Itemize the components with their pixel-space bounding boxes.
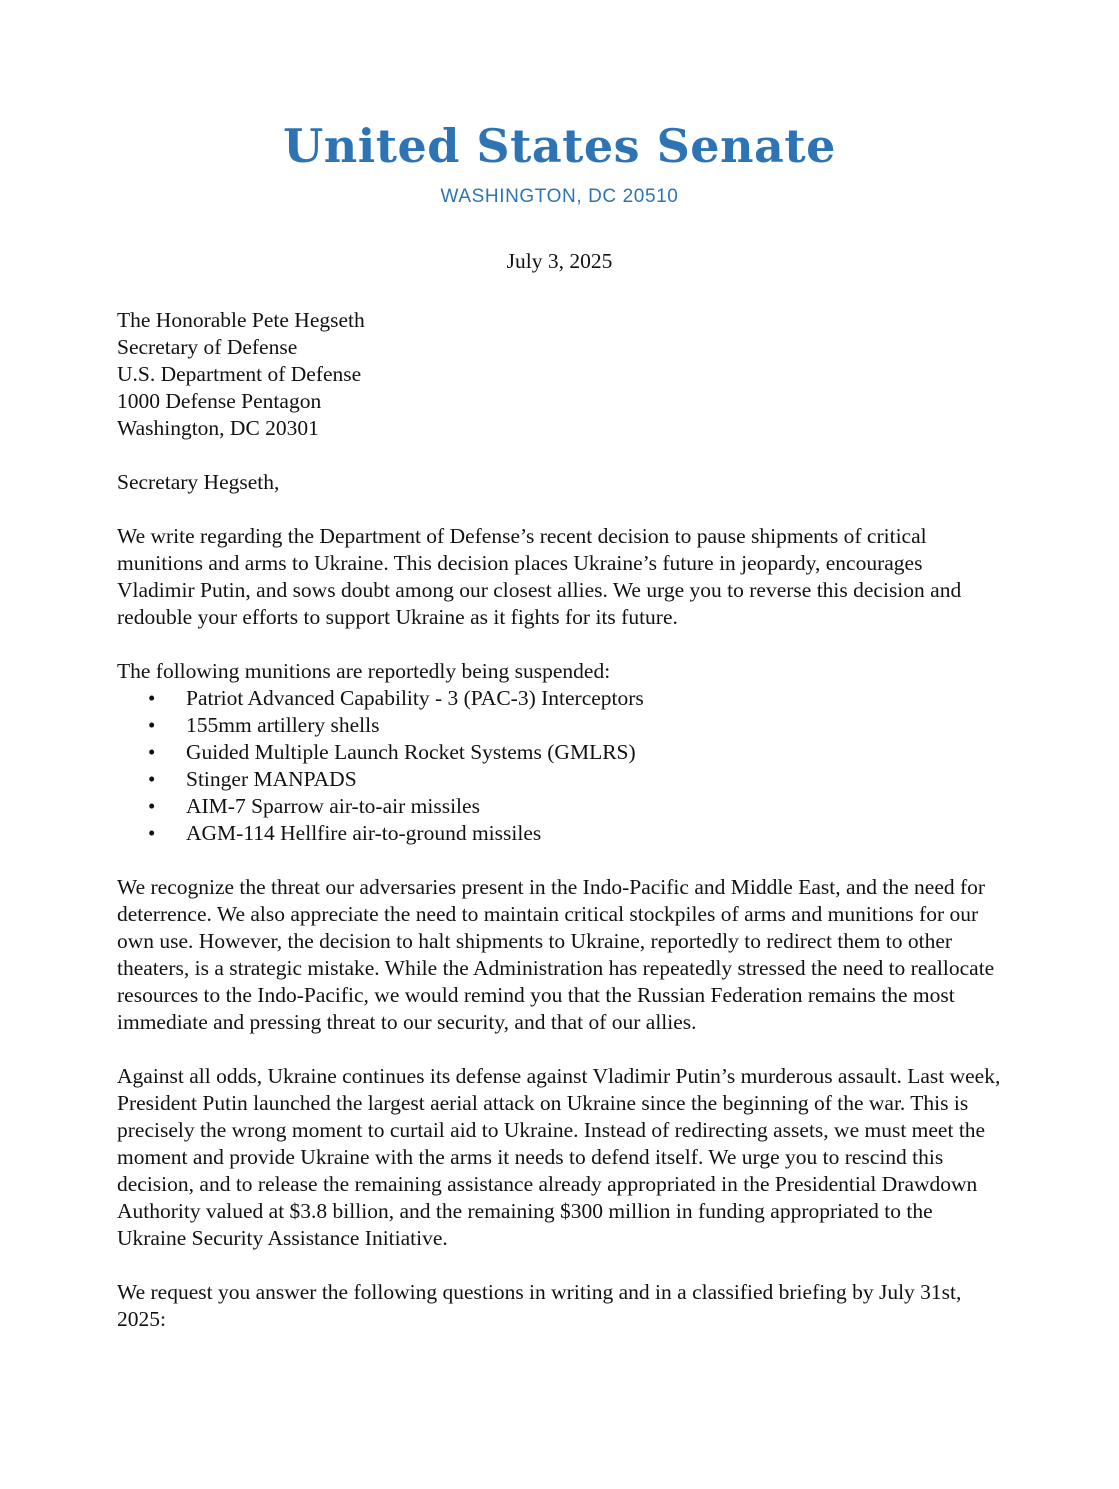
list-item (117, 793, 1002, 820)
bullet-icon (148, 793, 186, 820)
list-item-text: AIM-7 Sparrow air-to-air missiles (186, 794, 480, 819)
list-item-text: Patriot Advanced Capability - 3 (PAC-3) Interceptors (186, 686, 644, 711)
date-line: July 3, 2025 (506, 249, 613, 274)
recipient-organization: U.S. Department of Defense (117, 362, 362, 387)
recipient-name: The Honorable Pete Hegseth (117, 308, 365, 333)
letterhead (117, 119, 1002, 210)
list-item (117, 739, 1002, 766)
munitions-list (117, 685, 1002, 847)
list-item-text: AGM-114 Hellfire air-to-ground missiles (186, 821, 542, 846)
bullet-icon (148, 820, 186, 847)
bullet-icon (148, 712, 186, 739)
munitions-section (117, 658, 1002, 847)
recipient-title: Secretary of Defense (117, 335, 298, 360)
body-paragraph-2: We recognize the threat our adversaries present in the Indo-Pacific and Middle East, and the need for deterrence. We also appreciate the need to maintain critical stockpiles of arms and munitions for our own use. However, the decision to halt shipments to Ukraine, reportedly to redirect them to other theaters, is a strategic mistake. While the Administration has repeatedly stressed the need to reallocate resources to the Indo-Pacific, we would remind you that the Russian Federation remains the most immediate and pressing threat to our security, and that of our allies. (117, 875, 995, 1035)
list-item (117, 820, 1002, 847)
letterhead-title: United States Senate (283, 119, 836, 173)
recipient-address-block (117, 307, 1002, 442)
bullet-icon (148, 685, 186, 712)
list-item-text: Guided Multiple Launch Rocket Systems (GMLRS) (186, 740, 636, 765)
bullet-icon (148, 739, 186, 766)
body-paragraph-1: We write regarding the Department of Defense’s recent decision to pause shipments of critical munitions and arms to Ukraine. This decision places Ukraine’s future in jeopardy, encourages Vladimir Putin, and sows doubt among our closest allies. We urge you to reverse this decision and redouble your efforts to support Ukraine as it fights for its future. (117, 524, 962, 630)
body-paragraph-4: We request you answer the following questions in writing and in a classified briefing by July 31st, 2025: (117, 1280, 962, 1332)
list-item (117, 712, 1002, 739)
salutation: Secretary Hegseth, (117, 470, 280, 495)
recipient-city: Washington, DC 20301 (117, 416, 319, 441)
recipient-street: 1000 Defense Pentagon (117, 389, 322, 414)
letterhead-city-line: WASHINGTON, DC 20510 (440, 186, 679, 208)
list-item-text: Stinger MANPADS (186, 767, 357, 792)
munitions-list-intro: The following munitions are reportedly being suspended: (117, 659, 611, 684)
body-paragraph-3: Against all odds, Ukraine continues its defense against Vladimir Putin’s murderous assault. Last week, President Putin launched the largest aerial attack on Ukraine since the beginning of the war. This is precisely the wrong moment to curtail aid to Ukraine. Instead of redirecting assets, we must meet the moment and provide Ukraine with the arms it needs to defend itself. We urge you to rescind this decision, and to release the remaining assistance already appropriated in the Presidential Drawdown Authority valued at $3.8 billion, and the remaining $300 million in funding appropriated to the Ukraine Security Assistance Initiative. (117, 1064, 1001, 1251)
bullet-icon (148, 766, 186, 793)
list-item (117, 766, 1002, 793)
list-item (117, 685, 1002, 712)
list-item-text: 155mm artillery shells (186, 713, 380, 738)
